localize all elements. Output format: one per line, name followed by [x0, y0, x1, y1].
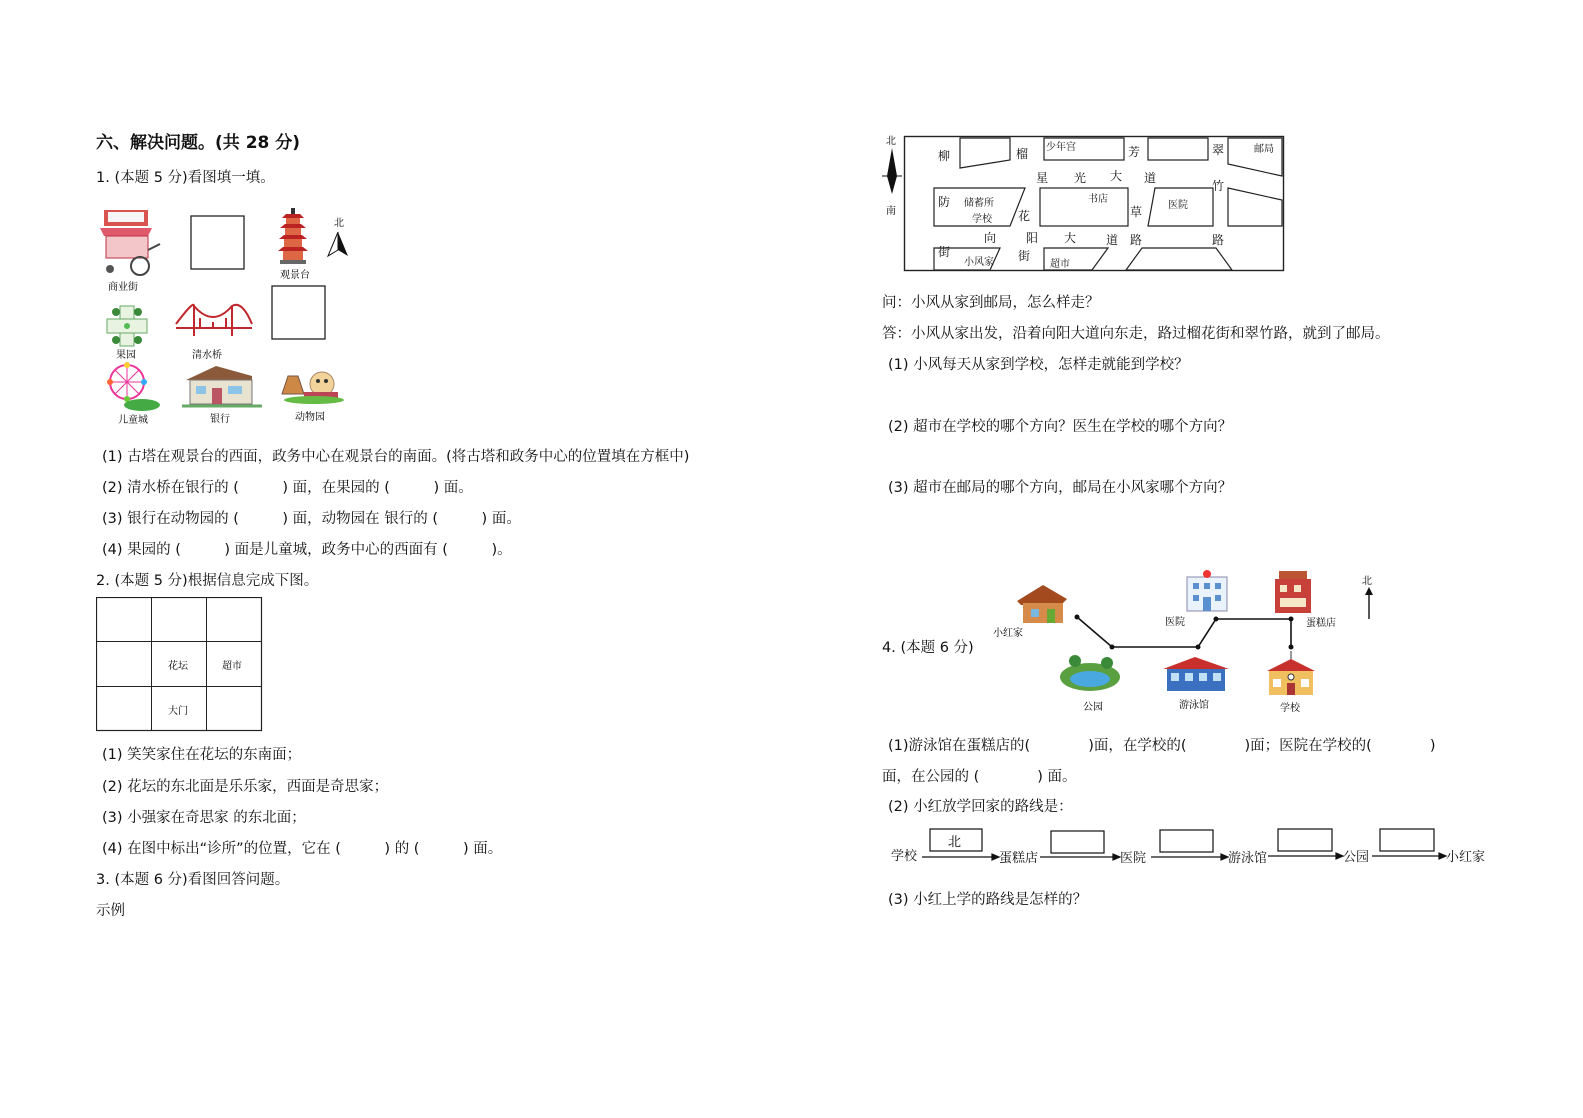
route-cake-shop: 蛋糕店 [999, 851, 1039, 866]
route-box-2[interactable] [1051, 831, 1104, 853]
example-answer: 答：小风从家出发，沿着向阳大道向东走，路过榴花街和翠竹路，就到了邮局。 [882, 326, 1390, 342]
label-kids-city: 儿童城 [118, 415, 148, 426]
map-hospital: 医院 [1168, 200, 1188, 211]
map-north: 北 [886, 136, 896, 147]
pagoda-icon [278, 208, 308, 264]
q2-item-2: (2) 花坛的东北面是乐乐家，西面是奇思家； [102, 779, 389, 795]
map-dao2: 道 [1106, 233, 1119, 247]
compass-icon [887, 148, 897, 194]
map-supermarket: 超市 [1050, 259, 1070, 270]
answer-box-1[interactable] [191, 216, 244, 269]
map-savings: 储蓄所 [964, 198, 994, 209]
label-hospital: 医院 [1165, 617, 1185, 628]
map-xing: 星 [1036, 171, 1049, 185]
map-da2: 大 [1064, 231, 1077, 245]
q4-item-1-line1: (1)游泳馆在蛋糕店的( )面，在学校的( )面；医院在学校的( ) [888, 738, 1436, 754]
map-liu2: 榴 [1016, 147, 1029, 161]
section-title: 六、解决问题。(共 28 分) [96, 133, 301, 153]
map-zhu: 竹 [1212, 179, 1225, 193]
q1-item-4: (4) 果园的 ( ) 面是儿童城，政务中心的西面有 ( )。 [102, 542, 512, 558]
grid-supermarket: 超市 [222, 661, 242, 672]
grid-gate: 大门 [168, 706, 188, 717]
q2-item-4: (4) 在图中标出“诊所”的位置，它在 ( ) 的 ( ) 面。 [102, 841, 503, 857]
map-fang2: 防 [938, 195, 951, 209]
route-diagram [888, 826, 1493, 868]
map-jie2: 街 [1018, 249, 1031, 263]
label-bridge: 清水桥 [192, 350, 222, 361]
route-hospital: 医院 [1120, 851, 1147, 866]
map-cao: 草 [1130, 205, 1143, 219]
map-liu: 柳 [938, 149, 951, 163]
map-south: 南 [886, 206, 896, 217]
map-dao1: 道 [1144, 171, 1157, 185]
q3-item-1: (1) 小风每天从家到学校，怎样走就能到学校？ [888, 357, 1189, 373]
label-swimming: 游泳馆 [1179, 700, 1209, 711]
q1-item-3: (3) 银行在动物园的 ( ) 面，动物园在 银行的 ( ) 面。 [102, 511, 521, 527]
q4-item-3: (3) 小红上学的路线是怎样的？ [888, 892, 1088, 908]
swimming-hall-icon [1163, 657, 1229, 691]
north-arrow-icon [338, 232, 348, 256]
map-lu2: 路 [1212, 233, 1225, 247]
map-home: 小风家 [964, 257, 994, 268]
grid-flowerbed: 花坛 [168, 661, 188, 672]
q4-title: 4. (本题 6 分) [882, 640, 974, 656]
cake-shop-icon [1275, 571, 1311, 613]
q2-title: 2. (本题 5 分)根据信息完成下图。 [96, 573, 319, 589]
label-cake-shop: 蛋糕店 [1306, 618, 1336, 629]
map-da1: 大 [1110, 169, 1123, 183]
label-bank: 银行 [210, 414, 230, 425]
school-icon [1267, 651, 1315, 695]
map-jie1: 街 [938, 245, 951, 259]
map-youth-palace: 少年宫 [1046, 142, 1076, 153]
label-viewpoint: 观景台 [280, 270, 310, 281]
q1-scene [92, 200, 362, 432]
park-icon [1060, 655, 1120, 691]
map-fang: 芳 [1128, 145, 1141, 159]
q2-item-1: (1) 笑笑家住在花坛的东南面； [102, 747, 302, 763]
route-box-5[interactable] [1380, 829, 1434, 851]
map-lu1: 路 [1130, 233, 1143, 247]
label-park: 公园 [1083, 702, 1103, 713]
map-yang: 阳 [1026, 231, 1039, 245]
route-school: 学校 [891, 849, 918, 864]
q4-north: 北 [1362, 576, 1372, 587]
q3-item-2: (2) 超市在学校的哪个方向？医生在学校的哪个方向？ [888, 419, 1233, 435]
street-map [880, 130, 1290, 275]
route-box-3[interactable] [1160, 830, 1213, 852]
zoo-icon [282, 372, 344, 404]
answer-box-2[interactable] [272, 286, 325, 339]
q3-example: 示例 [96, 903, 125, 919]
map-cui: 翠 [1212, 143, 1225, 157]
map-xiang: 向 [984, 231, 997, 245]
q4-route-map [985, 565, 1385, 720]
q3-title: 3. (本题 6 分)看图回答问题。 [96, 872, 290, 888]
example-question: 问：小风从家到邮局，怎么样走？ [882, 295, 1100, 311]
q4-item-1-line2: 面，在公园的 ( ) 面。 [882, 769, 1077, 785]
q4-item-2: (2) 小红放学回家的路线是： [888, 799, 1073, 815]
ferris-wheel-icon [107, 362, 160, 411]
map-school: 学校 [972, 214, 992, 225]
q3-item-3: (3) 超市在邮局的哪个方向，邮局在小风家哪个方向？ [888, 480, 1233, 496]
bank-icon [182, 366, 262, 406]
map-post-office: 邮局 [1254, 144, 1274, 155]
route-swimming: 游泳馆 [1228, 851, 1268, 866]
market-stall-icon [100, 210, 160, 275]
q2-item-3: (3) 小强家在奇思家 的东北面； [102, 810, 306, 826]
house-icon [1017, 585, 1067, 623]
orchard-icon [107, 306, 147, 346]
north-label: 北 [334, 218, 344, 229]
label-xiaohong-home: 小红家 [993, 628, 1023, 639]
map-hua: 花 [1018, 209, 1031, 223]
label-zoo: 动物园 [295, 412, 325, 423]
q4-north-arrow-icon [1365, 587, 1373, 595]
label-orchard: 果园 [116, 350, 136, 361]
label-school: 学校 [1280, 703, 1300, 714]
q2-grid[interactable] [96, 597, 264, 733]
map-guang: 光 [1074, 171, 1087, 185]
hospital-icon [1187, 570, 1227, 611]
route-box-1-text: 北 [948, 835, 962, 850]
q1-item-2: (2) 清水桥在银行的 ( ) 面，在果园的 ( ) 面。 [102, 480, 473, 496]
q1-item-1: (1) 古塔在观景台的西面，政务中心在观景台的南面。(将古塔和政务中心的位置填在方框中) [102, 449, 690, 465]
route-box-4[interactable] [1278, 829, 1332, 851]
route-home: 小红家 [1446, 850, 1486, 865]
map-bookstore: 书店 [1088, 194, 1108, 205]
route-park: 公园 [1343, 850, 1370, 865]
bridge-icon [176, 305, 252, 336]
label-market: 商业街 [108, 282, 138, 293]
q1-title: 1. (本题 5 分)看图填一填。 [96, 170, 275, 186]
